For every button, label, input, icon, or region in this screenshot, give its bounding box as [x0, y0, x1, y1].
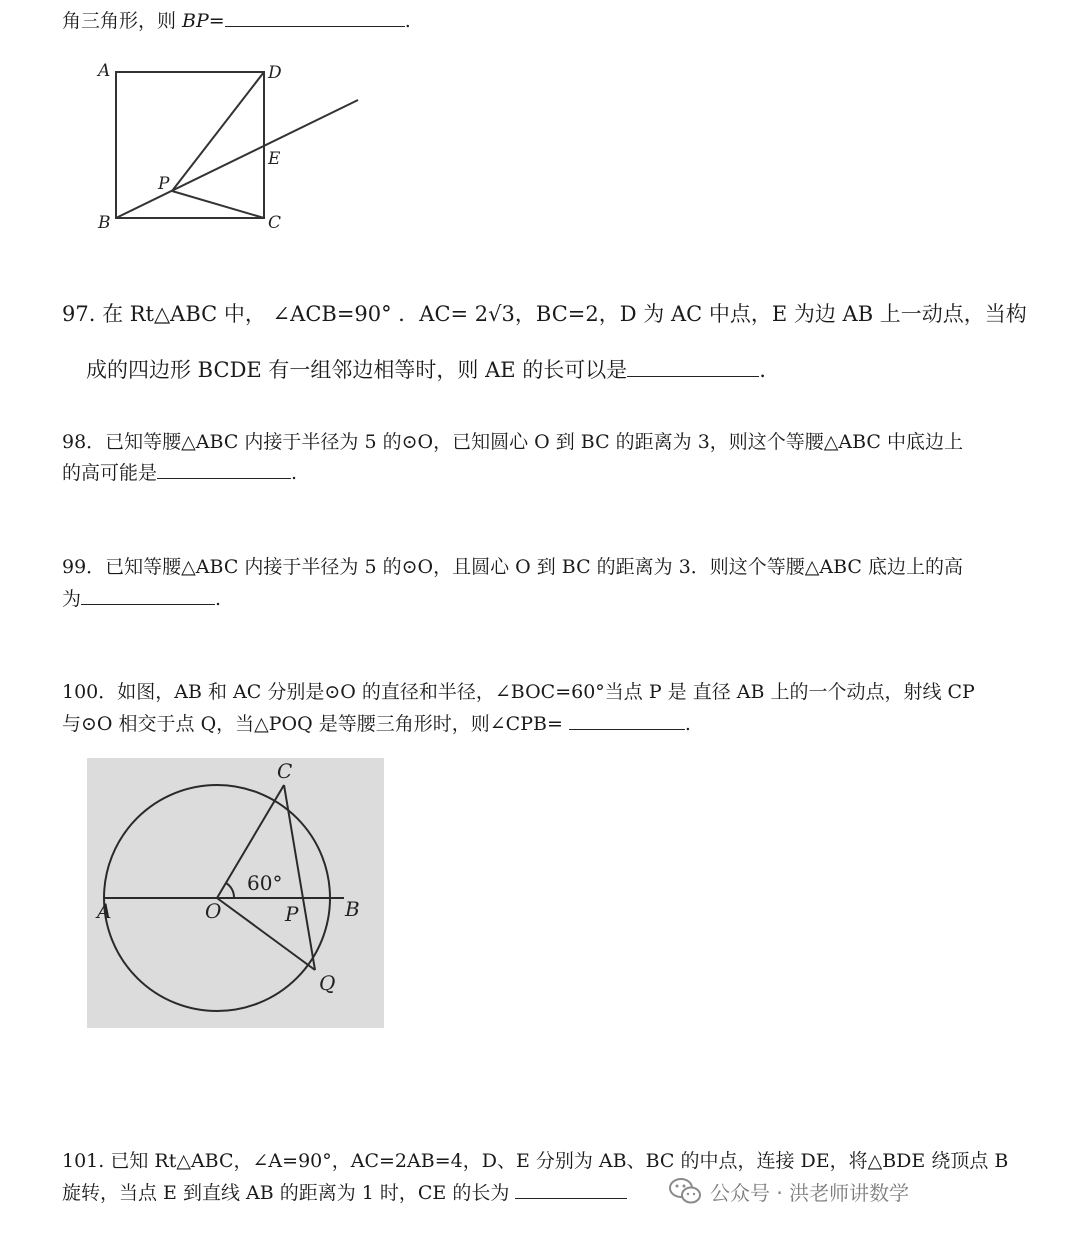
q97-line1: 97. 在 Rt△ABC 中， ∠ACB=90° ．AC= 2√3，BC=2，D 为 AC 中点，E 为边 AB 上一动点，当构 — [62, 302, 1027, 326]
q101-line2 — [62, 1178, 627, 1205]
q96-tail-var: BP= — [182, 10, 225, 32]
label-b: B — [98, 213, 111, 233]
label-b: B — [345, 897, 360, 921]
q97-answer-blank[interactable] — [627, 375, 759, 377]
label-angle: 60° — [247, 871, 283, 895]
watermark-text: 公众号 · 洪老师讲数学 — [710, 1180, 910, 1205]
label-p: P — [285, 902, 299, 926]
q101-line2-prefix: 旋转，当点 E 到直线 AB 的距离为 1 时，CE 的长为 — [62, 1182, 510, 1204]
label-a: A — [97, 899, 112, 923]
q96-tail-end: . — [404, 10, 411, 32]
q100-line2-prefix: 与⊙O 相交于点 Q，当△POQ 是等腰三角形时，则∠CPB= — [62, 713, 563, 735]
label-o: O — [205, 899, 222, 923]
q99-line2-end: . — [215, 588, 222, 610]
angle-arc — [226, 883, 234, 898]
q98-line2-end: . — [291, 462, 298, 484]
q99-line1: 99．已知等腰△ABC 内接于半径为 5 的⊙O，且圆心 O 到 BC 的距离为 3．则这个等腰△ABC 底边上的高 — [62, 556, 964, 578]
q96-tail-prefix: 角三角形，则 — [62, 10, 183, 32]
label-p: P — [158, 174, 170, 194]
label-c: C — [268, 213, 282, 233]
label-e: E — [268, 149, 281, 169]
label-c: C — [277, 759, 293, 783]
q98-line2-prefix: 的高可能是 — [62, 462, 158, 484]
wechat-icon — [668, 1177, 702, 1205]
label-q: Q — [319, 971, 336, 995]
segment-dp — [172, 72, 264, 191]
q100-line2 — [62, 709, 691, 736]
ray-bp-e — [116, 100, 358, 218]
q98-line1: 98．已知等腰△ABC 内接于半径为 5 的⊙O，已知圆心 O 到 BC 的距离为 3，则这个等腰△ABC 中底边上 — [62, 431, 964, 453]
q96-tail-line — [62, 6, 411, 33]
q101-answer-blank[interactable] — [515, 1197, 627, 1199]
q97-line2 — [86, 354, 766, 384]
q100-line2-end: . — [684, 713, 691, 735]
q96-answer-blank[interactable] — [225, 25, 405, 27]
q100-circle-figure — [87, 758, 384, 1028]
segment-oq — [217, 898, 315, 970]
q101-line1: 101. 已知 Rt△ABC，∠A=90°，AC=2AB=4，D、E 分别为 AB、BC 的中点，连接 DE，将△BDE 绕顶点 B — [62, 1150, 1009, 1172]
q99-answer-blank[interactable] — [81, 603, 215, 605]
q100-circle-photo — [87, 758, 384, 1028]
q98-answer-blank[interactable] — [157, 477, 291, 479]
q99-line2-prefix: 为 — [62, 588, 82, 610]
q100-answer-blank[interactable] — [569, 728, 685, 730]
ray-cpq — [284, 785, 315, 970]
q97-line2-end: . — [759, 358, 766, 382]
q99-line2 — [62, 584, 221, 611]
watermark — [668, 1172, 909, 1210]
q96-square-figure — [90, 58, 410, 258]
label-d: D — [268, 63, 282, 83]
segment-pc — [172, 191, 264, 218]
q98-line2 — [62, 458, 297, 485]
q97-line2-prefix: 成的四边形 BCDE 有一组邻边相等时，则 AE 的长可以是 — [86, 358, 628, 382]
label-a: A — [98, 61, 111, 81]
q100-line1: 100．如图，AB 和 AC 分别是⊙O 的直径和半径，∠BOC=60°当点 P 是 直径 AB 上的一个动点，射线 CP — [62, 681, 975, 703]
